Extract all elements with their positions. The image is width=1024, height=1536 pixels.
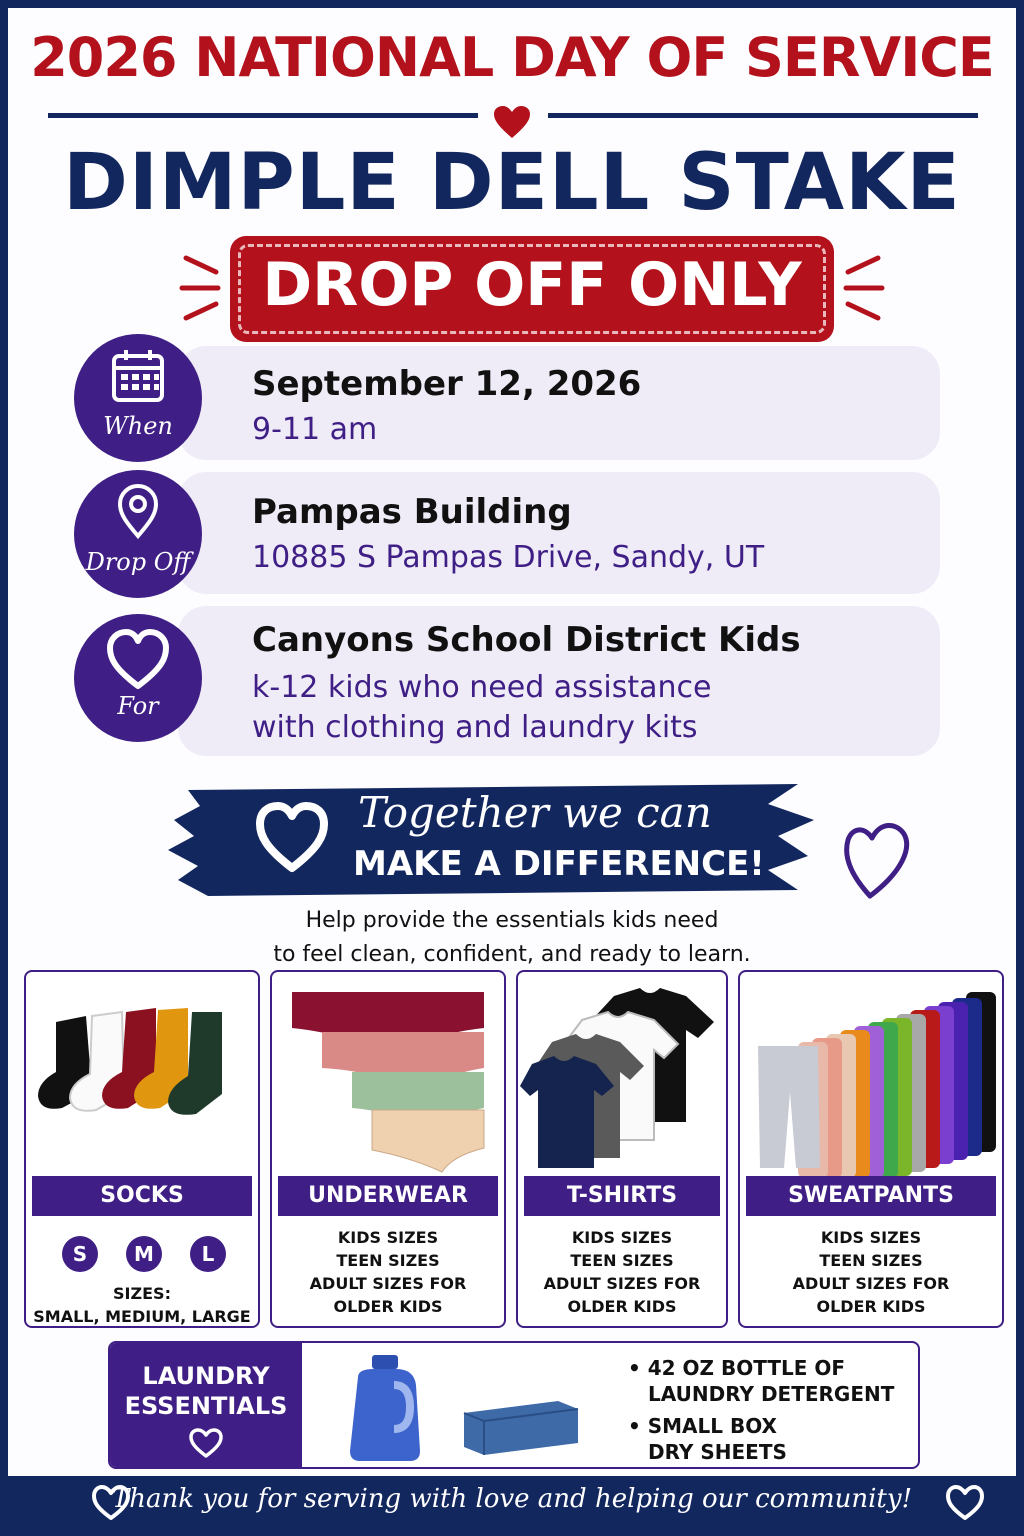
- sweatpants-sizes: [740, 1226, 1002, 1318]
- tshirts-label: T-SHIRTS: [524, 1176, 720, 1216]
- drop-off-panel: [178, 472, 940, 594]
- footer-banner: [8, 1476, 1016, 1528]
- size-large-badge: L: [190, 1236, 226, 1272]
- detergent-line-1: 42 OZ BOTTLE OF: [647, 1356, 846, 1380]
- heart-icon: [74, 614, 202, 742]
- drop-off-badge-circle: [74, 470, 202, 598]
- heart-icon: [944, 1484, 986, 1522]
- laundry-title: [110, 1361, 302, 1421]
- divider-right: [548, 113, 978, 118]
- drop-off-label: DROP OFF ONLY: [262, 250, 802, 320]
- for-badge: [74, 614, 202, 742]
- laundry-item-dry-sheets: [628, 1413, 787, 1465]
- size-line: OLDER KIDS: [333, 1297, 443, 1316]
- tshirts-image: [518, 972, 726, 1176]
- page-title: 2026 NATIONAL DAY OF SERVICE: [30, 26, 994, 89]
- difference-banner: [168, 780, 814, 900]
- size-line: OLDER KIDS: [567, 1297, 677, 1316]
- sweatpants-image: [740, 972, 1002, 1176]
- bullet: •: [628, 1414, 648, 1438]
- event-time: 9-11 am: [252, 412, 378, 447]
- when-badge: [74, 334, 202, 462]
- beneficiary-name: Canyons School District Kids: [252, 620, 801, 660]
- footer-thanks: Thank you for serving with love and helping our community!: [111, 1484, 913, 1514]
- stake-name: DIMPLE DELL STAKE: [63, 138, 961, 228]
- location-address: 10885 S Pampas Drive, Sandy, UT: [252, 540, 765, 575]
- help-text: [8, 904, 1016, 972]
- size-line: TEEN SIZES: [570, 1251, 674, 1270]
- heart-icon: [252, 798, 332, 878]
- size-line: ADULT SIZES FOR: [309, 1274, 467, 1293]
- size-line: KIDS SIZES: [337, 1228, 439, 1247]
- for-label: For: [117, 692, 159, 720]
- laundry-title-line-2: ESSENTIALS: [124, 1392, 288, 1420]
- divider-left: [48, 113, 478, 118]
- socks-label: SOCKS: [32, 1176, 252, 1216]
- heart-icon: [188, 1427, 224, 1459]
- laundry-item-detergent: [628, 1355, 894, 1407]
- laundry-title-panel: [110, 1343, 302, 1467]
- size-line: KIDS SIZES: [571, 1228, 673, 1247]
- laundry-essentials-box: [108, 1341, 920, 1469]
- calendar-icon: [74, 334, 202, 462]
- dry-sheets-line-2: DRY SHEETS: [648, 1440, 787, 1464]
- when-panel: [178, 346, 940, 460]
- socks-card: [24, 970, 260, 1328]
- beneficiary-line-2: with clothing and laundry kits: [252, 710, 698, 745]
- size-line: OLDER KIDS: [816, 1297, 926, 1316]
- detergent-bottle-icon: [344, 1355, 426, 1463]
- bullet: •: [628, 1356, 648, 1380]
- burst-lines-left: [176, 252, 224, 324]
- sizes-heading: SIZES:: [113, 1284, 171, 1303]
- laundry-title-line-1: LAUNDRY: [142, 1362, 270, 1390]
- size-line: ADULT SIZES FOR: [543, 1274, 701, 1293]
- size-small-badge: S: [62, 1236, 98, 1272]
- help-line-1: Help provide the essentials kids need: [305, 908, 719, 933]
- dry-sheets-line-1: SMALL BOX: [647, 1414, 777, 1438]
- dryer-sheets-box-icon: [462, 1399, 580, 1457]
- for-panel: [178, 606, 940, 756]
- drop-off-badge: [230, 236, 834, 342]
- tshirts-card: [516, 970, 728, 1328]
- size-line: KIDS SIZES: [820, 1228, 922, 1247]
- socks-image: [26, 972, 258, 1176]
- sweatpants-card: [738, 970, 1004, 1328]
- location-pin-icon: [74, 470, 202, 598]
- size-line: TEEN SIZES: [336, 1251, 440, 1270]
- banner-script: Together we can: [358, 788, 712, 837]
- size-options: [62, 1236, 226, 1272]
- banner-headline: MAKE A DIFFERENCE!: [353, 844, 765, 884]
- help-line-2: to feel clean, confident, and ready to learn.: [273, 942, 751, 967]
- location-name: Pampas Building: [252, 492, 572, 532]
- detergent-line-2: LAUNDRY DETERGENT: [648, 1382, 895, 1406]
- event-date: September 12, 2026: [252, 364, 642, 404]
- when-label: When: [103, 412, 173, 440]
- underwear-sizes: [272, 1226, 504, 1318]
- size-line: TEEN SIZES: [819, 1251, 923, 1270]
- underwear-image: [272, 972, 504, 1176]
- burst-lines-right: [840, 252, 888, 324]
- size-line: ADULT SIZES FOR: [792, 1274, 950, 1293]
- size-medium-badge: M: [126, 1236, 162, 1272]
- sweatpants-label: SWEATPANTS: [746, 1176, 996, 1216]
- socks-sizes: [26, 1282, 258, 1328]
- drop-off-label-script: Drop Off: [85, 548, 191, 576]
- underwear-card: [270, 970, 506, 1328]
- doodle-heart-icon: [840, 814, 916, 900]
- underwear-label: UNDERWEAR: [278, 1176, 498, 1216]
- tshirts-sizes: [518, 1226, 726, 1318]
- sizes-list: SMALL, MEDIUM, LARGE: [33, 1307, 251, 1326]
- beneficiary-line-1: k-12 kids who need assistance: [252, 670, 712, 705]
- heart-icon: [492, 104, 532, 140]
